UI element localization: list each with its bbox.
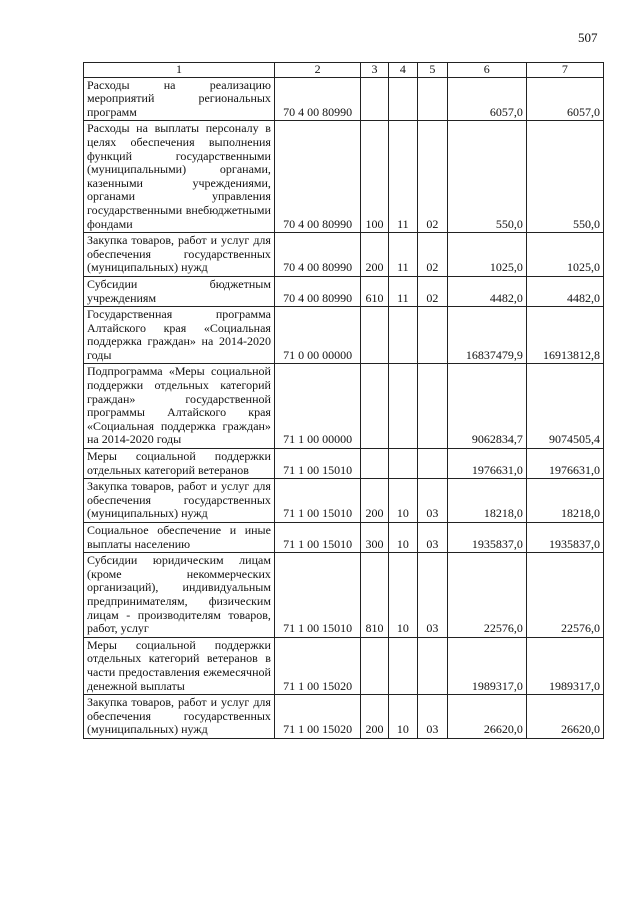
amount-year-1: 1025,0	[447, 233, 526, 277]
row-name: Расходы на выплаты персоналу в целях обеспечения выполнения функций государственными (муниципальными) органами, казенными учреждениями, органами управления государственными внебюджетными фондами	[84, 121, 275, 233]
amount-year-1: 1989317,0	[447, 637, 526, 694]
section-code: 10	[388, 479, 417, 523]
subsection-code: 03	[418, 479, 447, 523]
expense-type-code	[361, 77, 388, 121]
amount-year-1: 9062834,7	[447, 364, 526, 449]
table-row	[84, 307, 604, 364]
amount-year-2: 1989317,0	[526, 637, 603, 694]
column-header: 2	[274, 63, 360, 78]
amount-year-1: 1976631,0	[447, 449, 526, 479]
amount-year-2: 9074505,4	[526, 364, 603, 449]
section-code: 11	[388, 233, 417, 277]
table-row	[84, 553, 604, 638]
amount-year-2: 1025,0	[526, 233, 603, 277]
subsection-code: 03	[418, 553, 447, 638]
section-code	[388, 449, 417, 479]
amount-year-2: 26620,0	[526, 695, 603, 739]
row-name: Расходы на реализацию мероприятий региональных программ	[84, 77, 275, 121]
row-name: Подпрограмма «Меры социальной поддержки отдельных категорий граждан» государственной программы Алтайского края «Социальная поддержка граждан» на 2014-2020 годы	[84, 364, 275, 449]
subsection-code	[418, 307, 447, 364]
expense-type-code	[361, 637, 388, 694]
target-article-code: 71 1 00 15010	[274, 523, 360, 553]
section-code: 10	[388, 523, 417, 553]
row-name: Субсидии юридическим лицам (кроме некоммерческих организаций), индивидуальным предпринимателям, физическим лицам - производителям товаров, работ, услуг	[84, 553, 275, 638]
section-code: 10	[388, 695, 417, 739]
amount-year-1: 22576,0	[447, 553, 526, 638]
row-name: Меры социальной поддержки отдельных категорий ветеранов	[84, 449, 275, 479]
subsection-code: 02	[418, 233, 447, 277]
amount-year-2: 1976631,0	[526, 449, 603, 479]
target-article-code: 71 1 00 15010	[274, 449, 360, 479]
section-code: 11	[388, 121, 417, 233]
subsection-code	[418, 364, 447, 449]
table-row	[84, 523, 604, 553]
amount-year-2: 22576,0	[526, 553, 603, 638]
table-row	[84, 695, 604, 739]
amount-year-2: 1935837,0	[526, 523, 603, 553]
row-name: Субсидии бюджетным учреждениям	[84, 276, 275, 306]
budget-table	[83, 62, 604, 739]
amount-year-1: 6057,0	[447, 77, 526, 121]
column-header: 7	[526, 63, 603, 78]
column-header: 4	[388, 63, 417, 78]
table-row	[84, 364, 604, 449]
target-article-code: 71 1 00 15020	[274, 637, 360, 694]
section-code	[388, 77, 417, 121]
amount-year-2: 4482,0	[526, 276, 603, 306]
column-header: 3	[361, 63, 388, 78]
target-article-code: 71 1 00 00000	[274, 364, 360, 449]
table-row	[84, 77, 604, 121]
amount-year-1: 18218,0	[447, 479, 526, 523]
target-article-code: 70 4 00 80990	[274, 77, 360, 121]
section-code: 11	[388, 276, 417, 306]
section-code	[388, 307, 417, 364]
header-row	[84, 63, 604, 78]
row-name: Закупка товаров, работ и услуг для обеспечения государственных (муниципальных) нужд	[84, 233, 275, 277]
subsection-code	[418, 637, 447, 694]
row-name: Социальное обеспечение и иные выплаты населению	[84, 523, 275, 553]
row-name: Закупка товаров, работ и услуг для обеспечения государственных (муниципальных) нужд	[84, 479, 275, 523]
row-name: Государственная программа Алтайского края «Социальная поддержка граждан» на 2014-2020 годы	[84, 307, 275, 364]
column-header: 1	[84, 63, 275, 78]
target-article-code: 71 1 00 15010	[274, 479, 360, 523]
amount-year-2: 550,0	[526, 121, 603, 233]
amount-year-1: 16837479,9	[447, 307, 526, 364]
expense-type-code: 610	[361, 276, 388, 306]
table-row	[84, 276, 604, 306]
subsection-code: 02	[418, 276, 447, 306]
subsection-code: 02	[418, 121, 447, 233]
expense-type-code: 300	[361, 523, 388, 553]
expense-type-code	[361, 364, 388, 449]
amount-year-1: 550,0	[447, 121, 526, 233]
expense-type-code: 200	[361, 695, 388, 739]
amount-year-1: 4482,0	[447, 276, 526, 306]
expense-type-code	[361, 449, 388, 479]
table-row	[84, 479, 604, 523]
section-code	[388, 364, 417, 449]
expense-type-code: 810	[361, 553, 388, 638]
amount-year-2: 6057,0	[526, 77, 603, 121]
amount-year-2: 16913812,8	[526, 307, 603, 364]
target-article-code: 70 4 00 80990	[274, 276, 360, 306]
table-row	[84, 637, 604, 694]
row-name: Закупка товаров, работ и услуг для обеспечения государственных (муниципальных) нужд	[84, 695, 275, 739]
target-article-code: 70 4 00 80990	[274, 233, 360, 277]
section-code	[388, 637, 417, 694]
subsection-code: 03	[418, 695, 447, 739]
amount-year-1: 1935837,0	[447, 523, 526, 553]
expense-type-code: 200	[361, 479, 388, 523]
subsection-code: 03	[418, 523, 447, 553]
table-row	[84, 449, 604, 479]
subsection-code	[418, 77, 447, 121]
column-header: 6	[447, 63, 526, 78]
amount-year-1: 26620,0	[447, 695, 526, 739]
table-row	[84, 233, 604, 277]
subsection-code	[418, 449, 447, 479]
target-article-code: 70 4 00 80990	[274, 121, 360, 233]
expense-type-code: 100	[361, 121, 388, 233]
expense-type-code: 200	[361, 233, 388, 277]
section-code: 10	[388, 553, 417, 638]
target-article-code: 71 1 00 15010	[274, 553, 360, 638]
row-name: Меры социальной поддержки отдельных категорий ветеранов в части предоставления ежемесячной денежной выплаты	[84, 637, 275, 694]
table-row	[84, 121, 604, 233]
column-header: 5	[418, 63, 447, 78]
page-number: 507	[578, 30, 598, 45]
target-article-code: 71 1 00 15020	[274, 695, 360, 739]
target-article-code: 71 0 00 00000	[274, 307, 360, 364]
amount-year-2: 18218,0	[526, 479, 603, 523]
expense-type-code	[361, 307, 388, 364]
